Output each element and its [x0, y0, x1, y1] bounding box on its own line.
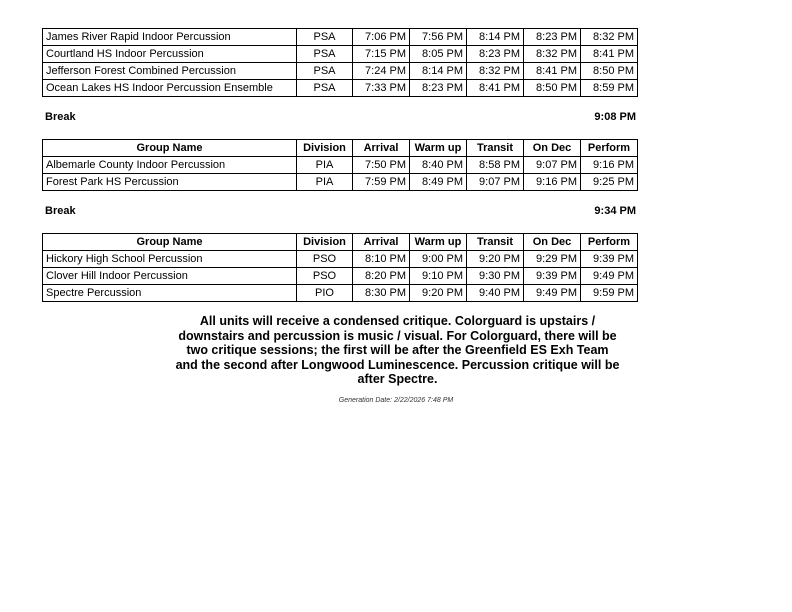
perform-time: 8:41 PM [581, 46, 638, 63]
transit-time: 8:58 PM [467, 157, 524, 174]
table-row [43, 29, 638, 46]
group-name: Clover Hill Indoor Percussion [43, 268, 297, 285]
arrival-time: 7:59 PM [353, 174, 410, 191]
header-division: Division [297, 140, 353, 157]
warmup-time: 8:05 PM [410, 46, 467, 63]
break-time: 9:08 PM [594, 111, 636, 123]
perform-time: 9:49 PM [581, 268, 638, 285]
division: PIA [297, 174, 353, 191]
ondec-time: 8:23 PM [524, 29, 581, 46]
group-name: Ocean Lakes HS Indoor Percussion Ensemble [43, 80, 297, 97]
ondec-time: 9:07 PM [524, 157, 581, 174]
division: PIO [297, 285, 353, 302]
header-transit: Transit [467, 234, 524, 251]
perform-time: 9:25 PM [581, 174, 638, 191]
transit-time: 8:41 PM [467, 80, 524, 97]
group-name: Hickory High School Percussion [43, 251, 297, 268]
division: PSO [297, 251, 353, 268]
ondec-time: 9:39 PM [524, 268, 581, 285]
arrival-time: 8:10 PM [353, 251, 410, 268]
arrival-time: 7:24 PM [353, 63, 410, 80]
warmup-time: 9:00 PM [410, 251, 467, 268]
group-name: Forest Park HS Percussion [43, 174, 297, 191]
header-perform: Perform [581, 234, 638, 251]
break-label: Break [45, 111, 76, 123]
transit-time: 8:14 PM [467, 29, 524, 46]
perform-time: 8:50 PM [581, 63, 638, 80]
transit-time: 8:23 PM [467, 46, 524, 63]
division: PSA [297, 63, 353, 80]
perform-time: 8:59 PM [581, 80, 638, 97]
group-name: Jefferson Forest Combined Percussion [43, 63, 297, 80]
perform-time: 9:59 PM [581, 285, 638, 302]
group-name: James River Rapid Indoor Percussion [43, 29, 297, 46]
warmup-time: 8:49 PM [410, 174, 467, 191]
table-row [43, 63, 638, 80]
perform-time: 9:39 PM [581, 251, 638, 268]
perform-time: 8:32 PM [581, 29, 638, 46]
arrival-time: 8:20 PM [353, 268, 410, 285]
break-row-1 [45, 111, 636, 123]
arrival-time: 7:33 PM [353, 80, 410, 97]
transit-time: 9:30 PM [467, 268, 524, 285]
transit-time: 9:40 PM [467, 285, 524, 302]
table-row [43, 80, 638, 97]
table-row [43, 174, 638, 191]
transit-time: 9:07 PM [467, 174, 524, 191]
table-row [43, 46, 638, 63]
ondec-time: 9:49 PM [524, 285, 581, 302]
break-label: Break [45, 205, 76, 217]
warmup-time: 8:40 PM [410, 157, 467, 174]
group-name: Spectre Percussion [43, 285, 297, 302]
table-row [43, 251, 638, 268]
arrival-time: 7:15 PM [353, 46, 410, 63]
table-row [43, 268, 638, 285]
schedule-table-2 [42, 139, 638, 191]
division: PSO [297, 268, 353, 285]
table-header-row [43, 234, 638, 251]
header-transit: Transit [467, 140, 524, 157]
critique-note: All units will receive a condensed critique. Colorguard is upstairs / downstairs and percussion is music / visual. For Colorguard, there will be two critique sessions; the first will be after the Greenfield ES Exh Team and the second after Longwood Luminescence. Percussion critique will be after Spectre. [175, 314, 620, 386]
warmup-time: 9:20 PM [410, 285, 467, 302]
warmup-time: 9:10 PM [410, 268, 467, 285]
header-perform: Perform [581, 140, 638, 157]
header-warmup: Warm up [410, 234, 467, 251]
group-name: Albemarle County Indoor Percussion [43, 157, 297, 174]
ondec-time: 9:29 PM [524, 251, 581, 268]
schedule-table-3 [42, 233, 638, 302]
ondec-time: 8:50 PM [524, 80, 581, 97]
warmup-time: 7:56 PM [410, 29, 467, 46]
division: PSA [297, 80, 353, 97]
header-ondec: On Dec [524, 140, 581, 157]
header-arrival: Arrival [353, 140, 410, 157]
arrival-time: 8:30 PM [353, 285, 410, 302]
header-group-name: Group Name [43, 234, 297, 251]
table-row [43, 157, 638, 174]
arrival-time: 7:50 PM [353, 157, 410, 174]
arrival-time: 7:06 PM [353, 29, 410, 46]
division: PSA [297, 46, 353, 63]
table-header-row [43, 140, 638, 157]
header-arrival: Arrival [353, 234, 410, 251]
schedule-table-1 [42, 28, 638, 97]
header-group-name: Group Name [43, 140, 297, 157]
warmup-time: 8:23 PM [410, 80, 467, 97]
transit-time: 8:32 PM [467, 63, 524, 80]
header-division: Division [297, 234, 353, 251]
break-time: 9:34 PM [594, 205, 636, 217]
group-name: Courtland HS Indoor Percussion [43, 46, 297, 63]
break-row-2 [45, 205, 636, 217]
transit-time: 9:20 PM [467, 251, 524, 268]
ondec-time: 8:41 PM [524, 63, 581, 80]
division: PSA [297, 29, 353, 46]
warmup-time: 8:14 PM [410, 63, 467, 80]
division: PIA [297, 157, 353, 174]
perform-time: 9:16 PM [581, 157, 638, 174]
table-row [43, 285, 638, 302]
header-warmup: Warm up [410, 140, 467, 157]
ondec-time: 8:32 PM [524, 46, 581, 63]
generation-date: Generation Date: 2/22/2026 7:48 PM [338, 397, 454, 404]
header-ondec: On Dec [524, 234, 581, 251]
ondec-time: 9:16 PM [524, 174, 581, 191]
